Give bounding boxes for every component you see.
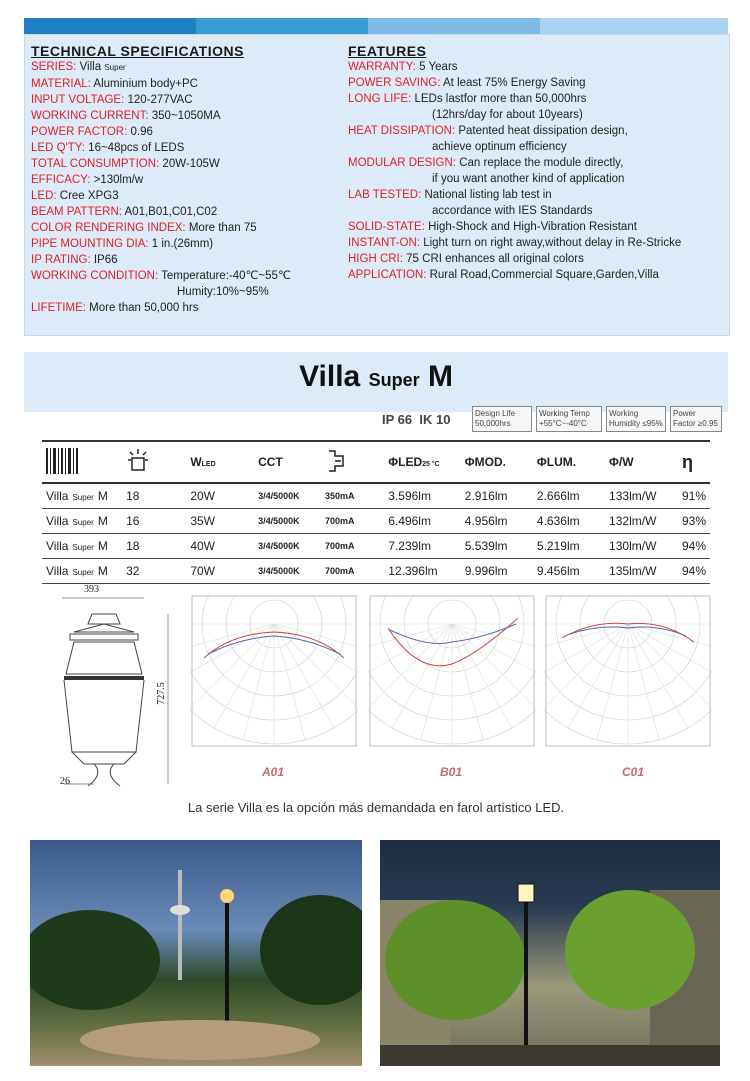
top-bar-segment xyxy=(540,18,728,34)
spec-value: IP66 xyxy=(93,254,118,266)
spec-row xyxy=(348,187,681,203)
spec-row xyxy=(31,156,291,172)
product-title: Villa Super M xyxy=(299,360,453,393)
spec-label: INSTANT-ON: xyxy=(348,237,420,249)
spec-row xyxy=(31,252,291,268)
spec-row xyxy=(348,139,681,155)
cell-phi-lum: 2.666lm xyxy=(533,483,605,509)
cell-efficacy: 130lm/W xyxy=(605,534,678,559)
row-name: Villa xyxy=(46,489,69,503)
cell-phi-led: 3.596lm xyxy=(384,483,461,509)
humidity-badge: Working Humidity ≤95% xyxy=(606,406,666,432)
beam-label-a01: A01 xyxy=(262,765,285,779)
col-phi-w: Φ/W xyxy=(605,441,678,483)
spec-row xyxy=(348,155,681,171)
spec-value: Aluminium body+PC xyxy=(93,78,198,90)
spec-value: (12hrs/day for about 10years) xyxy=(432,109,583,121)
top-bar-segment xyxy=(196,18,368,34)
table-row xyxy=(42,509,710,534)
spec-value: achieve optinum efficiency xyxy=(432,141,567,153)
cell-watt: 40W xyxy=(186,534,254,559)
cell-cct: 3/4/5000K xyxy=(254,534,321,559)
cell-name-cell xyxy=(42,509,122,534)
spec-value: Temperature:-40℃~55℃ xyxy=(161,270,291,282)
spec-label: POWER SAVING: xyxy=(348,77,441,89)
design-life-badge: Design Life 50,000hrs xyxy=(472,406,532,432)
beam-chart-c01 xyxy=(544,594,712,760)
spec-value: 350~1050MA xyxy=(151,110,221,122)
cell-name-cell xyxy=(42,483,122,509)
spec-row xyxy=(31,92,291,108)
spec-value: Rural Road,Commercial Square,Garden,Villa xyxy=(429,269,659,281)
table-row xyxy=(42,483,710,509)
row-model: M xyxy=(97,489,108,503)
spec-row xyxy=(31,172,291,188)
spec-row xyxy=(31,236,291,252)
beam-label-c01: C01 xyxy=(622,765,645,779)
spec-label: LIFETIME: xyxy=(31,302,86,314)
spec-value: National listing lab test in xyxy=(424,189,552,201)
top-bar-segment xyxy=(24,18,196,34)
cell-leds: 18 xyxy=(122,534,186,559)
spec-row xyxy=(31,300,291,316)
col-phi-led: ΦLED25 °C xyxy=(384,441,461,483)
spec-row xyxy=(31,188,291,204)
dim-height: 727.5 xyxy=(155,682,167,705)
spec-label: COLOR RENDERING INDEX: xyxy=(31,222,186,234)
row-model: M xyxy=(97,564,108,578)
spec-row xyxy=(31,140,291,156)
spec-row xyxy=(348,251,681,267)
power-factor-badge: Power Factor ≥0.95 xyxy=(670,406,722,432)
spec-label: POWER FACTOR: xyxy=(31,126,128,138)
spec-row xyxy=(31,284,291,300)
spec-value: Villa xyxy=(79,61,102,73)
col-cct: CCT xyxy=(254,441,321,483)
spec-value: 1 in.(26mm) xyxy=(151,238,214,250)
cell-eta: 94% xyxy=(678,534,710,559)
row-sub: Super xyxy=(72,543,94,552)
cell-phi-led: 6.496lm xyxy=(384,509,461,534)
row-name: Villa xyxy=(46,514,69,528)
spec-row xyxy=(348,107,681,123)
barcode-icon xyxy=(42,441,122,483)
spec-value: if you want another kind of application xyxy=(432,173,625,185)
spec-row xyxy=(31,220,291,236)
spec-value: 16~48pcs of LEDS xyxy=(88,142,185,154)
product-panel xyxy=(24,352,728,1067)
spec-value: accordance with IES Standards xyxy=(432,205,593,217)
row-model: M xyxy=(97,539,108,553)
spec-row xyxy=(31,124,291,140)
cell-efficacy: 133lm/W xyxy=(605,483,678,509)
street-photo xyxy=(380,840,720,1066)
cell-phi-led: 7.239lm xyxy=(384,534,461,559)
spec-label: HIGH CRI: xyxy=(348,253,403,265)
spec-row xyxy=(348,219,681,235)
spec-label: BEAM PATTERN: xyxy=(31,206,122,218)
spec-row xyxy=(31,76,291,92)
beam-chart-b01 xyxy=(368,594,536,760)
spec-value: Patented heat dissipation design, xyxy=(458,125,628,137)
cell-efficacy: 135lm/W xyxy=(605,559,678,584)
spec-value: Light turn on right away,without delay in Re-Stricke xyxy=(423,237,682,249)
row-model: M xyxy=(97,514,108,528)
cell-current: 700mA xyxy=(321,559,384,584)
spec-value: 5 Years xyxy=(419,61,458,73)
spec-row xyxy=(348,75,681,91)
spec-value: Humity:10%~95% xyxy=(177,286,269,298)
cell-eta: 93% xyxy=(678,509,710,534)
row-name: Villa xyxy=(46,564,69,578)
col-watt: WLED xyxy=(186,441,254,483)
cell-name-cell xyxy=(42,559,122,584)
cell-phi-lum: 4.636lm xyxy=(533,509,605,534)
spec-table xyxy=(42,440,710,584)
cell-watt: 70W xyxy=(186,559,254,584)
spec-label: TOTAL CONSUMPTION: xyxy=(31,158,160,170)
spec-label: WORKING CURRENT: xyxy=(31,110,149,122)
spec-value: 0.96 xyxy=(130,126,153,138)
cell-cct: 3/4/5000K xyxy=(254,483,321,509)
cell-cct: 3/4/5000K xyxy=(254,559,321,584)
spec-value-sub: Super xyxy=(104,63,126,72)
spec-value: Cree XPG3 xyxy=(59,190,119,202)
spec-value: LEDs lastfor more than 50,000hrs xyxy=(414,93,587,105)
cell-phi-mod: 2.916lm xyxy=(461,483,533,509)
cell-phi-led: 12.396lm xyxy=(384,559,461,584)
dim-width: 393 xyxy=(84,584,99,595)
working-temp-badge: Working Temp +55°C~-40°C xyxy=(536,406,602,432)
park-photo xyxy=(30,840,362,1066)
spec-value: >130lm/w xyxy=(93,174,144,186)
specs-panel xyxy=(24,34,730,336)
spec-row xyxy=(31,268,291,284)
spec-value: A01,B01,C01,C02 xyxy=(124,206,218,218)
led-count-icon xyxy=(122,441,186,483)
cell-leds: 32 xyxy=(122,559,186,584)
col-phi-lum: ΦLUM. xyxy=(533,441,605,483)
spec-value: High-Shock and High-Vibration Resistant xyxy=(428,221,637,233)
spec-row xyxy=(348,171,681,187)
spec-label: IP RATING: xyxy=(31,254,91,266)
spec-row xyxy=(348,91,681,107)
cell-phi-mod: 5.539lm xyxy=(461,534,533,559)
spec-label: MODULAR DESIGN: xyxy=(348,157,456,169)
cell-phi-lum: 5.219lm xyxy=(533,534,605,559)
table-row xyxy=(42,559,710,584)
spec-row xyxy=(348,59,681,75)
beam-chart-a01 xyxy=(190,594,358,760)
row-sub: Super xyxy=(72,568,94,577)
cell-current: 350mA xyxy=(321,483,384,509)
cell-phi-lum: 9.456lm xyxy=(533,559,605,584)
cell-eta: 91% xyxy=(678,483,710,509)
cell-watt: 35W xyxy=(186,509,254,534)
spec-value: 75 CRI enhances all original colors xyxy=(406,253,584,265)
row-sub: Super xyxy=(72,518,94,527)
spec-value: 120-277VAC xyxy=(127,94,193,106)
spec-row xyxy=(348,235,681,251)
spec-value: At least 75% Energy Saving xyxy=(443,77,586,89)
spec-row xyxy=(348,267,681,283)
cell-current: 700mA xyxy=(321,509,384,534)
col-eta: η xyxy=(678,441,710,483)
cell-eta: 94% xyxy=(678,559,710,584)
dim-pipe: 26 xyxy=(60,776,70,787)
spec-row xyxy=(31,108,291,124)
col-phi-mod: ΦMOD. xyxy=(461,441,533,483)
cell-cct: 3/4/5000K xyxy=(254,509,321,534)
cell-watt: 20W xyxy=(186,483,254,509)
spec-row xyxy=(348,203,681,219)
cell-leds: 18 xyxy=(122,483,186,509)
spec-label: LONG LIFE: xyxy=(348,93,412,105)
spec-label: MATERIAL: xyxy=(31,78,91,90)
spec-label: APPLICATION: xyxy=(348,269,427,281)
top-bar-segment xyxy=(368,18,540,34)
spec-label: INPUT VOLTAGE: xyxy=(31,94,125,106)
ip-rating: IP 66 IK 10 xyxy=(382,412,451,427)
spec-row xyxy=(31,204,291,220)
row-sub: Super xyxy=(72,493,94,502)
spec-label: SERIES: xyxy=(31,61,77,73)
spec-value: More than 50,000 hrs xyxy=(89,302,199,314)
cell-phi-mod: 9.996lm xyxy=(461,559,533,584)
spec-label: WARRANTY: xyxy=(348,61,416,73)
tech-specs-column xyxy=(31,43,291,316)
beam-label-b01: B01 xyxy=(440,765,463,779)
cell-name-cell xyxy=(42,534,122,559)
spec-label: HEAT DISSIPATION: xyxy=(348,125,456,137)
features-title: FEATURES xyxy=(348,43,427,59)
cell-phi-mod: 4.956lm xyxy=(461,509,533,534)
features-column xyxy=(348,43,681,283)
spec-row xyxy=(31,59,291,76)
spec-label: SOLID-STATE: xyxy=(348,221,425,233)
spec-label: LAB TESTED: xyxy=(348,189,422,201)
spec-row xyxy=(348,123,681,139)
tech-specs-title: TECHNICAL SPECIFICATIONS xyxy=(31,43,244,59)
cell-current: 700mA xyxy=(321,534,384,559)
spec-label: LED: xyxy=(31,190,57,202)
spec-label: WORKING CONDITION: xyxy=(31,270,159,282)
spec-value: 20W-105W xyxy=(162,158,220,170)
cell-leds: 16 xyxy=(122,509,186,534)
driver-icon xyxy=(321,441,384,483)
cell-efficacy: 132lm/W xyxy=(605,509,678,534)
spec-label: PIPE MOUNTING DIA: xyxy=(31,238,149,250)
caption: La serie Villa es la opción más demandada en farol artístico LED. xyxy=(187,800,565,815)
row-name: Villa xyxy=(46,539,69,553)
spec-value: Can replace the module directly, xyxy=(459,157,624,169)
spec-label: LED Q'TY: xyxy=(31,142,85,154)
table-row xyxy=(42,534,710,559)
lamp-dimension-drawing xyxy=(34,584,194,794)
spec-label: EFFICACY: xyxy=(31,174,91,186)
spec-value: More than 75 xyxy=(188,222,257,234)
